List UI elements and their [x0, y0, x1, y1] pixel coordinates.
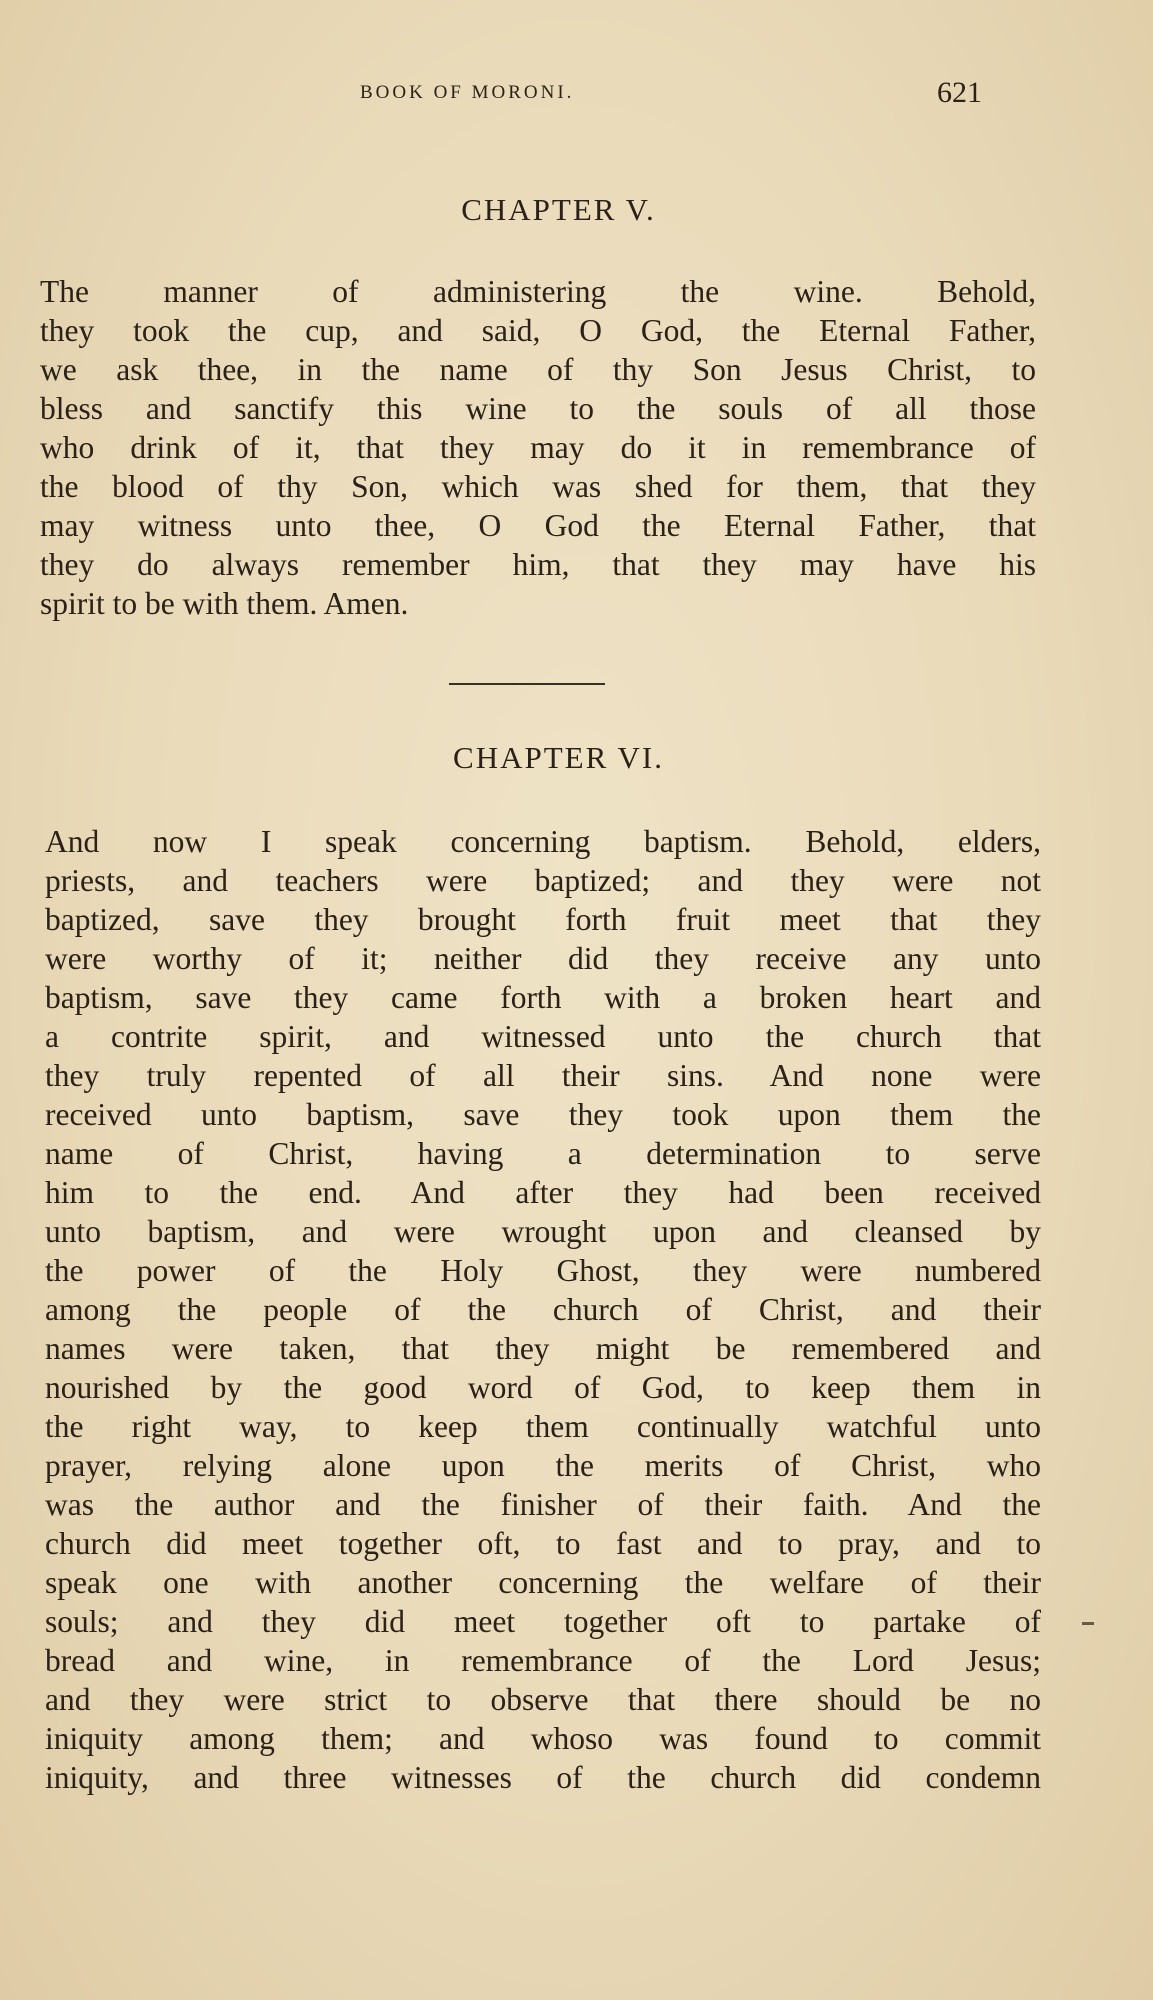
text-line: a contrite spirit, and witnessed unto the church that	[45, 1019, 1041, 1054]
text-line: the blood of thy Son, which was shed for them, that they	[40, 469, 1036, 504]
page-number: 621	[937, 76, 982, 109]
chapter-5-text	[40, 272, 1036, 623]
running-head: BOOK OF MORONI.	[360, 82, 575, 103]
text-line: bless and sanctify this wine to the souls of all those	[40, 391, 1036, 426]
text-line: church did meet together oft, to fast and to pray, and to	[45, 1526, 1041, 1561]
text-line: they truly repented of all their sins. And none were	[45, 1058, 1041, 1093]
text-line: And now I speak concerning baptism. Behold, elders,	[45, 824, 1041, 859]
text-line: the power of the Holy Ghost, they were numbered	[45, 1253, 1041, 1288]
margin-mark	[1082, 1622, 1094, 1625]
chapter-5-title: CHAPTER V.	[461, 192, 656, 227]
text-line: may witness unto thee, O God the Eternal Father, that	[40, 508, 1036, 543]
text-line: spirit to be with them. Amen.	[40, 586, 409, 621]
text-line: baptism, save they came forth with a broken heart and	[45, 980, 1041, 1015]
text-line: baptized, save they brought forth fruit meet that they	[45, 902, 1041, 937]
text-line: was the author and the finisher of their faith. And the	[45, 1487, 1041, 1522]
text-line: name of Christ, having a determination to serve	[45, 1136, 1041, 1171]
text-line: they took the cup, and said, O God, the Eternal Father,	[40, 313, 1036, 348]
text-line: speak one with another concerning the welfare of their	[45, 1565, 1041, 1600]
chapter-6-text	[45, 822, 1041, 1797]
text-line: were worthy of it; neither did they receive any unto	[45, 941, 1041, 976]
text-line: we ask thee, in the name of thy Son Jesus Christ, to	[40, 352, 1036, 387]
text-line: iniquity, and three witnesses of the church did condemn	[45, 1760, 1041, 1795]
text-line: they do always remember him, that they may have his	[40, 547, 1036, 582]
chapter-6-title: CHAPTER VI.	[453, 740, 664, 775]
text-line: him to the end. And after they had been received	[45, 1175, 1041, 1210]
text-line: prayer, relying alone upon the merits of Christ, who	[45, 1448, 1041, 1483]
text-line: names were taken, that they might be remembered and	[45, 1331, 1041, 1366]
text-line: nourished by the good word of God, to keep them in	[45, 1370, 1041, 1405]
text-line: the right way, to keep them continually watchful unto	[45, 1409, 1041, 1444]
text-line: iniquity among them; and whoso was found to commit	[45, 1721, 1041, 1756]
text-line: bread and wine, in remembrance of the Lord Jesus;	[45, 1643, 1041, 1678]
text-line: who drink of it, that they may do it in remembrance of	[40, 430, 1036, 465]
text-line: The manner of administering the wine. Behold,	[40, 274, 1036, 309]
section-divider	[449, 683, 605, 685]
page-header	[0, 78, 1153, 114]
text-line: souls; and they did meet together oft to partake of	[45, 1604, 1041, 1639]
text-line: received unto baptism, save they took upon them the	[45, 1097, 1041, 1132]
text-line: priests, and teachers were baptized; and they were not	[45, 863, 1041, 898]
text-line: among the people of the church of Christ, and their	[45, 1292, 1041, 1327]
text-line: unto baptism, and were wrought upon and cleansed by	[45, 1214, 1041, 1249]
text-line: and they were strict to observe that there should be no	[45, 1682, 1041, 1717]
